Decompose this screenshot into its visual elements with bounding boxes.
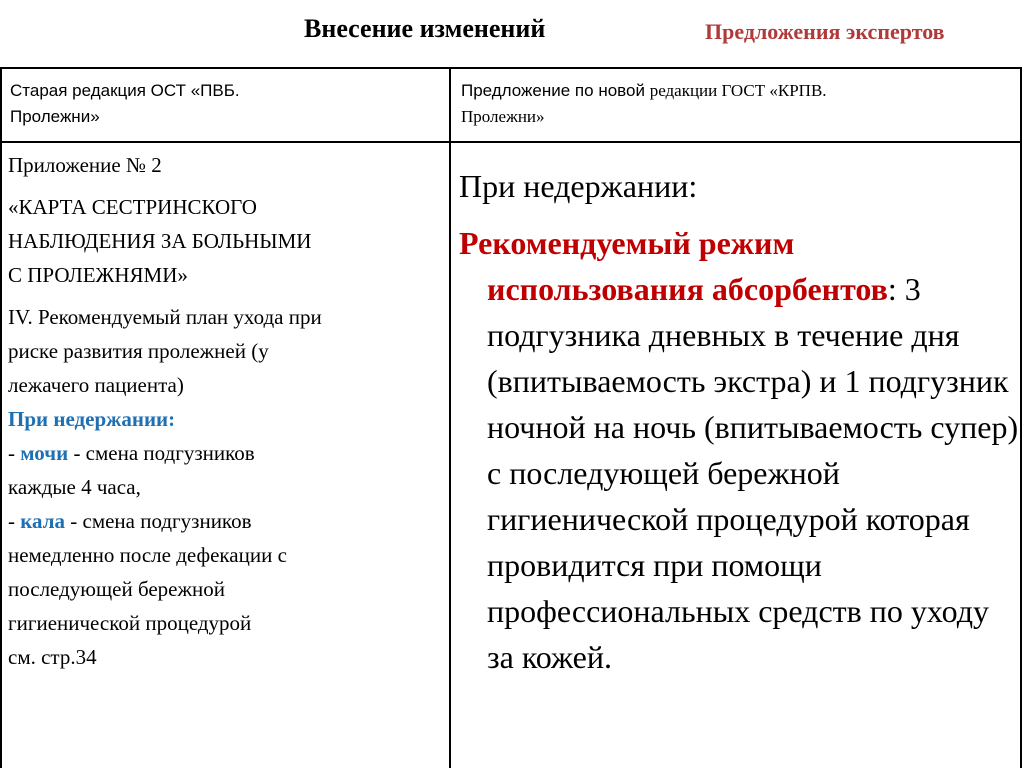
urine-word: мочи	[20, 441, 69, 465]
card-title-2: НАБЛЮДЕНИЯ ЗА БОЛЬНЫМИ	[8, 229, 312, 253]
table-column-divider	[449, 67, 451, 768]
header-new-line-2: Пролежни»	[461, 107, 545, 126]
header-old-line-1: Старая редакция ОСТ «ПВБ.	[10, 81, 240, 100]
incontinence-lead: При недержании:	[459, 168, 698, 204]
feces-line: - кала - смена подгузников	[8, 509, 252, 533]
appendix-label: Приложение № 2	[8, 153, 162, 177]
card-title-3: С ПРОЛЕЖНЯМИ»	[8, 263, 188, 287]
incontinence-heading: При недержании:	[8, 407, 176, 431]
header-new-serif: редакции ГОСТ «КРПВ.	[649, 81, 827, 100]
old-edition-content	[8, 148, 448, 674]
feces-line-2: немедленно после дефекации с	[8, 543, 287, 567]
page-title: Внесение изменений	[304, 14, 546, 43]
regimen-title: Рекомендуемый режим использования абсорбентов	[459, 225, 888, 307]
urine-line: - мочи - смена подгузников	[8, 441, 255, 465]
table-right-border	[1020, 67, 1022, 768]
feces-line-4: гигиенической процедурой	[8, 611, 252, 635]
plan-line-3: лежачего пациента)	[8, 373, 184, 397]
header-old-edition	[10, 78, 440, 130]
feces-line-3: последующей бережной	[8, 577, 225, 601]
page-reference: см. стр.34	[8, 645, 97, 669]
urine-line-2: каждые 4 часа,	[8, 475, 141, 499]
table-top-border	[0, 67, 1022, 69]
absorbent-regimen: Рекомендуемый режим использования абсорбентов: 3 подгузника дневных в течение дня (впитываемость экстра) и 1 подгузник ночной на ночь (впитываемость супер) с последующей бережной гигиенической процедурой которая провидится при помощи профессиональных средств по уходу за кожей.	[459, 225, 1019, 675]
header-new-edition	[461, 78, 1016, 130]
header-old-line-2: Пролежни»	[10, 107, 100, 126]
experts-label: Предложения экспертов	[705, 19, 945, 44]
table-header-divider	[0, 141, 1022, 143]
new-edition-content	[459, 164, 1019, 680]
plan-line-1: IV. Рекомендуемый план ухода при	[8, 305, 322, 329]
regimen-body: 3 подгузника дневных в течение дня (впитываемость экстра) и 1 подгузник ночной на ночь (впитываемость супер) с последующей бережной гигиенической процедурой которая провидится при помощи профессиональных средств по уходу за кожей.	[487, 271, 1019, 675]
plan-line-2: риске развития пролежней (у	[8, 339, 269, 363]
card-title-1: «КАРТА СЕСТРИНСКОГО	[8, 195, 257, 219]
feces-word: кала	[20, 509, 65, 533]
header-new-sans: Предложение по новой	[461, 81, 650, 100]
table-left-border	[0, 67, 2, 768]
